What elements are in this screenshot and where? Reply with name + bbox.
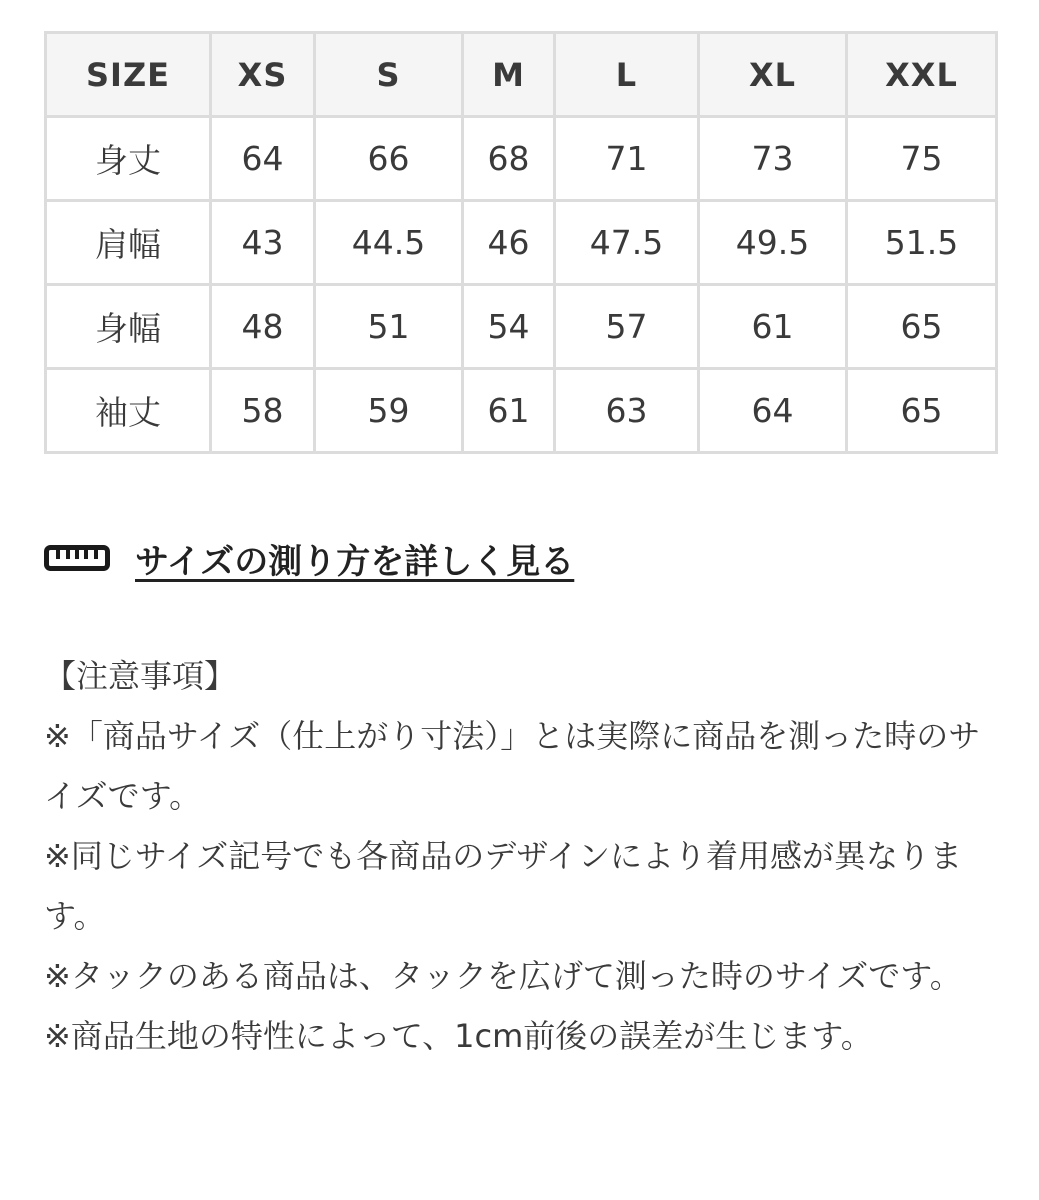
table-cell: 61 [463,369,555,453]
header-cell-xl: XL [699,33,847,117]
header-cell-s: S [315,33,463,117]
table-cell: 61 [699,285,847,369]
row-label: 身丈 [46,117,211,201]
table-cell: 64 [699,369,847,453]
table-header-row [46,33,997,117]
table-row [46,201,997,285]
note-item: ※商品生地の特性によって、1cm前後の誤差が生じます。 [44,1017,873,1055]
header-cell-size: SIZE [46,33,211,117]
header-cell-m: M [463,33,555,117]
table-row [46,369,997,453]
table-cell: 71 [555,117,699,201]
header-cell-xs: XS [211,33,315,117]
size-measurement-link-label[interactable]: サイズの測り方を詳しく見る [135,541,575,582]
notes-section [44,646,994,1066]
row-label: 肩幅 [46,201,211,285]
table-cell: 63 [555,369,699,453]
table-row [46,117,997,201]
table-cell: 59 [315,369,463,453]
table-row [46,285,997,369]
table-cell: 65 [847,285,997,369]
table-cell: 65 [847,369,997,453]
row-label: 身幅 [46,285,211,369]
table-cell: 66 [315,117,463,201]
table-cell: 54 [463,285,555,369]
note-item: ※同じサイズ記号でも各商品のデザインにより着用感が異なります。 [44,837,963,935]
table-cell: 64 [211,117,315,201]
ruler-icon [44,540,110,576]
table-cell: 51.5 [847,201,997,285]
size-measurement-link[interactable] [44,530,574,586]
header-cell-l: L [555,33,699,117]
table-cell: 48 [211,285,315,369]
table-cell: 75 [847,117,997,201]
size-table [44,31,998,454]
table-cell: 57 [555,285,699,369]
header-cell-xxl: XXL [847,33,997,117]
table-cell: 51 [315,285,463,369]
row-label: 袖丈 [46,369,211,453]
note-item: ※「商品サイズ（仕上がり寸法）」とは実際に商品を測った時のサイズです。 [44,717,981,815]
table-cell: 43 [211,201,315,285]
table-cell: 44.5 [315,201,463,285]
table-cell: 73 [699,117,847,201]
table-cell: 47.5 [555,201,699,285]
note-item: ※タックのある商品は、タックを広げて測った時のサイズです。 [44,957,962,995]
table-cell: 58 [211,369,315,453]
table-cell: 46 [463,201,555,285]
notes-heading: 【注意事項】 [44,657,237,695]
table-cell: 49.5 [699,201,847,285]
table-cell: 68 [463,117,555,201]
